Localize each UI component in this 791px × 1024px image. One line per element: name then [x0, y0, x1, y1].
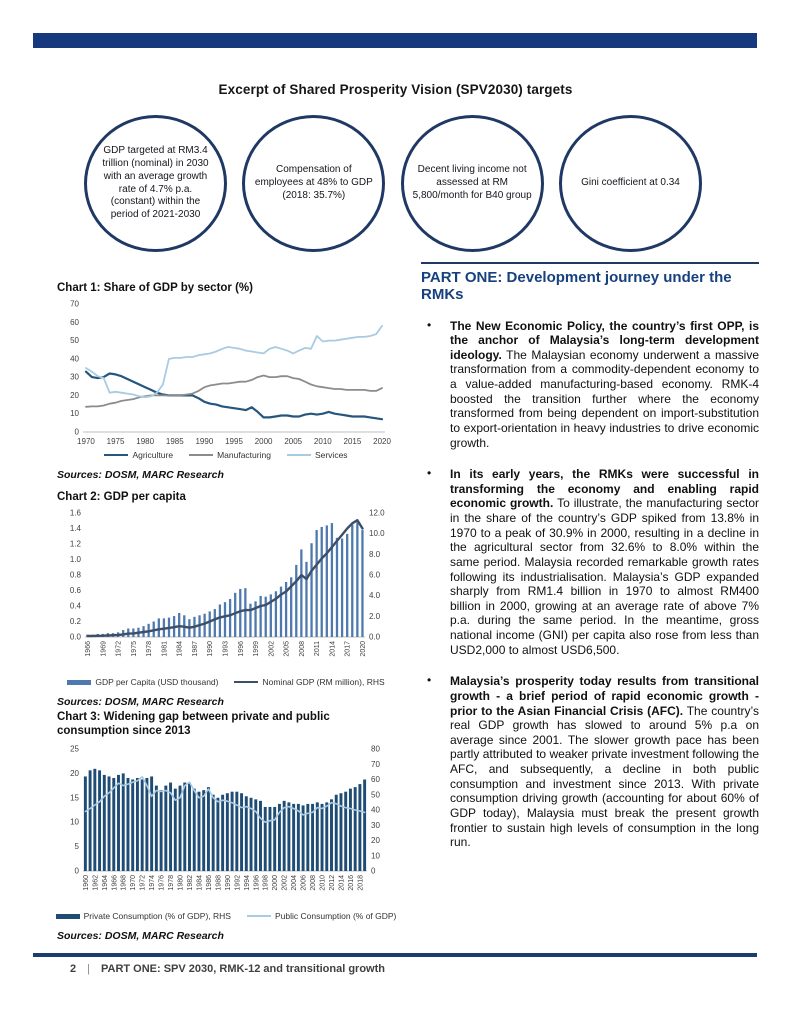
svg-text:2014: 2014 [338, 875, 346, 891]
target-circle-living-income-text: Decent living income not assessed at RM 5,800/month for B40 group [412, 164, 532, 201]
svg-text:1.4: 1.4 [69, 524, 81, 534]
svg-text:1998: 1998 [262, 875, 270, 891]
svg-text:1.0: 1.0 [69, 555, 81, 565]
svg-text:2014: 2014 [329, 641, 337, 657]
right-column [421, 262, 759, 867]
bullet-marker: • [427, 317, 432, 332]
chart2-sources: Sources: DOSM, MARC Research [57, 696, 224, 709]
chart1-plot [57, 298, 395, 448]
bullet-nep-lead: The New Economic Policy, the country’s first OPP, is the anchor of Malaysia’s long-term development ideology. [450, 318, 759, 362]
nominal-gdp-line-swatch [234, 681, 258, 683]
svg-text:2020: 2020 [359, 641, 367, 657]
agriculture-line-swatch [104, 454, 128, 456]
svg-text:0.4: 0.4 [69, 601, 81, 611]
svg-text:1980: 1980 [136, 437, 155, 447]
svg-text:10: 10 [371, 851, 380, 861]
manufacturing-line-swatch [189, 454, 213, 456]
svg-text:1996: 1996 [237, 641, 245, 657]
svg-text:1995: 1995 [225, 437, 243, 447]
bullet-prosperity-lead: Malaysia’s prosperity today results from transitional growth - a brief period of rapid economic growth - prior to the Asian Financial Crisis (AFC). [450, 674, 759, 718]
target-circle-compensation-text: Compensation of employees at 48% to GDP (2018: 35.7%) [254, 164, 373, 201]
svg-text:1982: 1982 [187, 875, 194, 891]
chart2-block [57, 490, 395, 708]
svg-text:1978: 1978 [146, 641, 154, 657]
svg-text:10: 10 [70, 409, 79, 419]
public-consumption-line-swatch [247, 915, 271, 917]
svg-text:2005: 2005 [283, 641, 291, 657]
chart1-block [57, 281, 395, 481]
footer-separator: | [87, 963, 90, 975]
chart2-legend-gdp-per-capita-label: GDP per Capita (USD thousand) [95, 677, 219, 688]
svg-text:1994: 1994 [243, 875, 251, 891]
bullet-marker: • [427, 673, 432, 688]
svg-text:0.8: 0.8 [69, 570, 81, 580]
target-circle-compensation [242, 115, 385, 252]
svg-text:1966: 1966 [111, 875, 119, 891]
svg-text:10.0: 10.0 [369, 529, 385, 539]
svg-text:0.2: 0.2 [69, 617, 81, 627]
chart3-sources: Sources: DOSM, MARC Research [57, 930, 224, 943]
svg-text:2016: 2016 [347, 875, 355, 891]
footer-text: PART ONE: SPV 2030, RMK-12 and transitional growth [100, 963, 385, 975]
svg-text:1960: 1960 [82, 875, 90, 891]
svg-text:1992: 1992 [234, 875, 242, 891]
svg-text:20: 20 [70, 390, 79, 400]
svg-text:40: 40 [70, 354, 79, 364]
svg-text:60: 60 [371, 775, 380, 785]
chart3-block [57, 710, 395, 942]
svg-text:1975: 1975 [130, 641, 138, 657]
chart3-legend-private-consumption-label: Private Consumption (% of GDP), RHS [83, 911, 231, 922]
svg-text:15: 15 [70, 793, 79, 803]
chart2-title: Chart 2: GDP per capita [57, 491, 186, 503]
chart1-title: Chart 1: Share of GDP by sector (%) [57, 282, 253, 294]
svg-text:1962: 1962 [92, 875, 100, 891]
svg-text:1970: 1970 [77, 437, 95, 447]
svg-text:0.0: 0.0 [69, 632, 81, 642]
svg-text:80: 80 [371, 744, 380, 754]
svg-text:1990: 1990 [195, 437, 214, 447]
page-title: Excerpt of Shared Prosperity Vision (SPV2030) targets [218, 82, 573, 97]
svg-text:1988: 1988 [215, 875, 223, 891]
svg-text:0: 0 [74, 427, 79, 437]
svg-text:2018: 2018 [357, 875, 365, 891]
svg-text:6.0: 6.0 [369, 570, 381, 580]
svg-text:1987: 1987 [191, 641, 199, 657]
svg-text:2000: 2000 [272, 875, 280, 891]
svg-text:5: 5 [74, 842, 79, 852]
svg-text:50: 50 [371, 790, 380, 800]
gdp-per-capita-bar-swatch [67, 680, 91, 685]
svg-text:60: 60 [70, 317, 79, 327]
bullet-item-prosperity [421, 674, 759, 850]
svg-text:10: 10 [70, 817, 79, 827]
svg-text:1.6: 1.6 [69, 508, 81, 518]
svg-text:2017: 2017 [344, 641, 352, 657]
svg-text:4.0: 4.0 [369, 591, 381, 601]
svg-text:70: 70 [70, 299, 79, 309]
svg-text:1984: 1984 [176, 641, 184, 657]
chart3-legend-public-consumption-label: Public Consumption (% of GDP) [274, 911, 397, 922]
chart1-legend-services-label: Services [314, 450, 348, 461]
svg-text:8.0: 8.0 [369, 549, 381, 559]
svg-text:70: 70 [371, 759, 380, 769]
svg-text:0: 0 [371, 866, 376, 876]
svg-text:2008: 2008 [310, 875, 318, 891]
target-circle-gini [559, 115, 702, 252]
chart3-plot [57, 741, 395, 909]
svg-text:50: 50 [70, 336, 79, 346]
svg-text:0.6: 0.6 [69, 586, 81, 596]
svg-text:2010: 2010 [313, 437, 332, 447]
chart2-plot [57, 507, 395, 675]
svg-text:1964: 1964 [101, 875, 109, 891]
svg-text:1996: 1996 [253, 875, 261, 891]
chart3-legend-private-consumption [56, 911, 231, 921]
svg-text:20: 20 [70, 768, 79, 778]
spv-targets-circles [84, 115, 702, 252]
svg-text:2015: 2015 [343, 437, 362, 447]
chart1-legend-services [287, 450, 348, 460]
bullet-prosperity-body: The country’s real GDP growth has slowed to around 5% p.a on average since 2001. The slower growth pace has been partly attributed to weaker private investment following the AFC, and subsequently, a decline in both public consumption and investment since 2013. With private consumption driving growth (accounting for about 60% of GDP today), Malaysia must break the present growth frontier to sustain high levels of consumption in the long run. [450, 703, 759, 850]
svg-text:30: 30 [371, 820, 380, 830]
header-bar [33, 33, 757, 48]
svg-text:1978: 1978 [168, 875, 176, 891]
svg-text:1990: 1990 [224, 875, 232, 891]
chart2-legend-nominal-gdp-label: Nominal GDP (RM million), RHS [262, 677, 385, 688]
svg-text:1993: 1993 [222, 641, 230, 657]
services-line-swatch [287, 454, 311, 456]
svg-text:2006: 2006 [300, 875, 308, 891]
svg-text:1.2: 1.2 [69, 539, 81, 549]
svg-text:2000: 2000 [254, 437, 273, 447]
chart2-legend-gdp-per-capita [67, 677, 218, 687]
svg-text:1980: 1980 [177, 875, 185, 891]
bullet-marker: • [427, 466, 432, 481]
page-footer [70, 963, 385, 975]
chart1-sources: Sources: DOSM, MARC Research [57, 469, 224, 482]
svg-text:2002: 2002 [268, 641, 276, 657]
bullet-rmks-body: To illustrate, the manufacturing sector in the share of the country’s GDP spiked from 13.8% in 1970 to a peak of 30.9% in 2000, resulting in a decline in the agricultural sector from 32.6% to 8.0% within the same period. Malaysia recorded remarkable growth rates following its industrialisation. Malaysia’s GDP expanded sharply from RM1.4 billion in 1970 to almost RM400 billion in 2000, growing at an average rate of above 7% p.a. during the same period. In the meantime, gross national income (GNI) per capita also rose from less than USD2,000 to almost USD6,500. [450, 496, 759, 657]
target-circle-living-income [401, 115, 544, 252]
private-consumption-bar-swatch [56, 914, 80, 919]
svg-text:1972: 1972 [139, 875, 147, 891]
svg-text:2002: 2002 [281, 875, 289, 891]
target-circle-gdp [84, 115, 227, 252]
chart1-legend-agriculture [104, 450, 173, 460]
svg-text:2012: 2012 [329, 875, 336, 891]
chart2-legend [57, 677, 395, 687]
svg-text:1968: 1968 [120, 875, 128, 891]
bullet-item-nep [421, 319, 759, 451]
svg-text:1985: 1985 [165, 437, 184, 447]
svg-text:1986: 1986 [205, 875, 213, 891]
svg-text:2010: 2010 [319, 875, 327, 891]
section-heading: PART ONE: Development journey under the RMKs [421, 262, 759, 304]
svg-text:12.0: 12.0 [369, 508, 385, 518]
chart1-legend-manufacturing [189, 450, 271, 460]
svg-text:2.0: 2.0 [369, 611, 381, 621]
chart1-legend-manufacturing-label: Manufacturing [217, 450, 271, 461]
chart1-legend-agriculture-label: Agriculture [132, 450, 174, 461]
target-circle-gdp-text: GDP targeted at RM3.4 trillion (nominal) in 2030 with an average growth rate of 4.7% p.a. (constant) within the period of 2021-2030 [102, 145, 209, 221]
footer-rule [33, 953, 757, 957]
chart1-legend [57, 450, 395, 460]
svg-text:20: 20 [371, 836, 380, 846]
svg-text:25: 25 [70, 744, 79, 754]
svg-text:0.0: 0.0 [369, 632, 381, 642]
svg-text:1970: 1970 [130, 875, 138, 891]
svg-text:2004: 2004 [291, 875, 299, 891]
svg-text:1974: 1974 [149, 875, 157, 891]
svg-text:1969: 1969 [100, 641, 108, 657]
svg-text:1975: 1975 [106, 437, 125, 447]
bullet-rmks-lead: In its early years, the RMKs were successful in transforming the economy and enabling rapid economic growth. [450, 467, 759, 511]
svg-text:1999: 1999 [253, 641, 261, 657]
chart2-legend-nominal-gdp [234, 677, 384, 687]
svg-text:2005: 2005 [284, 437, 303, 447]
bullet-nep-body: The Malaysian economy underwent a massive transformation from a commodity-dependent economy to a value-added manufacturing-based economy. RMK-4 boosted the transition further where the economy transformed from being dependent on import-substitution to export-orientation in heavy industries to drive economic growth. [450, 347, 759, 450]
svg-text:1976: 1976 [158, 875, 166, 891]
target-circle-gini-text: Gini coefficient at 0.34 [581, 177, 680, 189]
chart3-title: Chart 3: Widening gap between private and public consumption since 2013 [57, 711, 330, 738]
svg-text:1981: 1981 [161, 641, 169, 657]
svg-text:2020: 2020 [373, 437, 391, 447]
svg-text:1984: 1984 [196, 875, 204, 891]
svg-text:30: 30 [70, 372, 79, 382]
page-number: 2 [70, 963, 77, 975]
chart3-legend-public-consumption [247, 911, 396, 921]
svg-text:40: 40 [371, 805, 380, 815]
bullet-item-rmks [421, 467, 759, 657]
svg-text:2011: 2011 [314, 641, 322, 657]
svg-text:1990: 1990 [207, 641, 215, 657]
chart3-legend [57, 911, 395, 921]
svg-text:1966: 1966 [85, 641, 93, 657]
svg-text:1972: 1972 [115, 641, 123, 657]
svg-text:2008: 2008 [298, 641, 306, 657]
svg-text:0: 0 [74, 866, 79, 876]
